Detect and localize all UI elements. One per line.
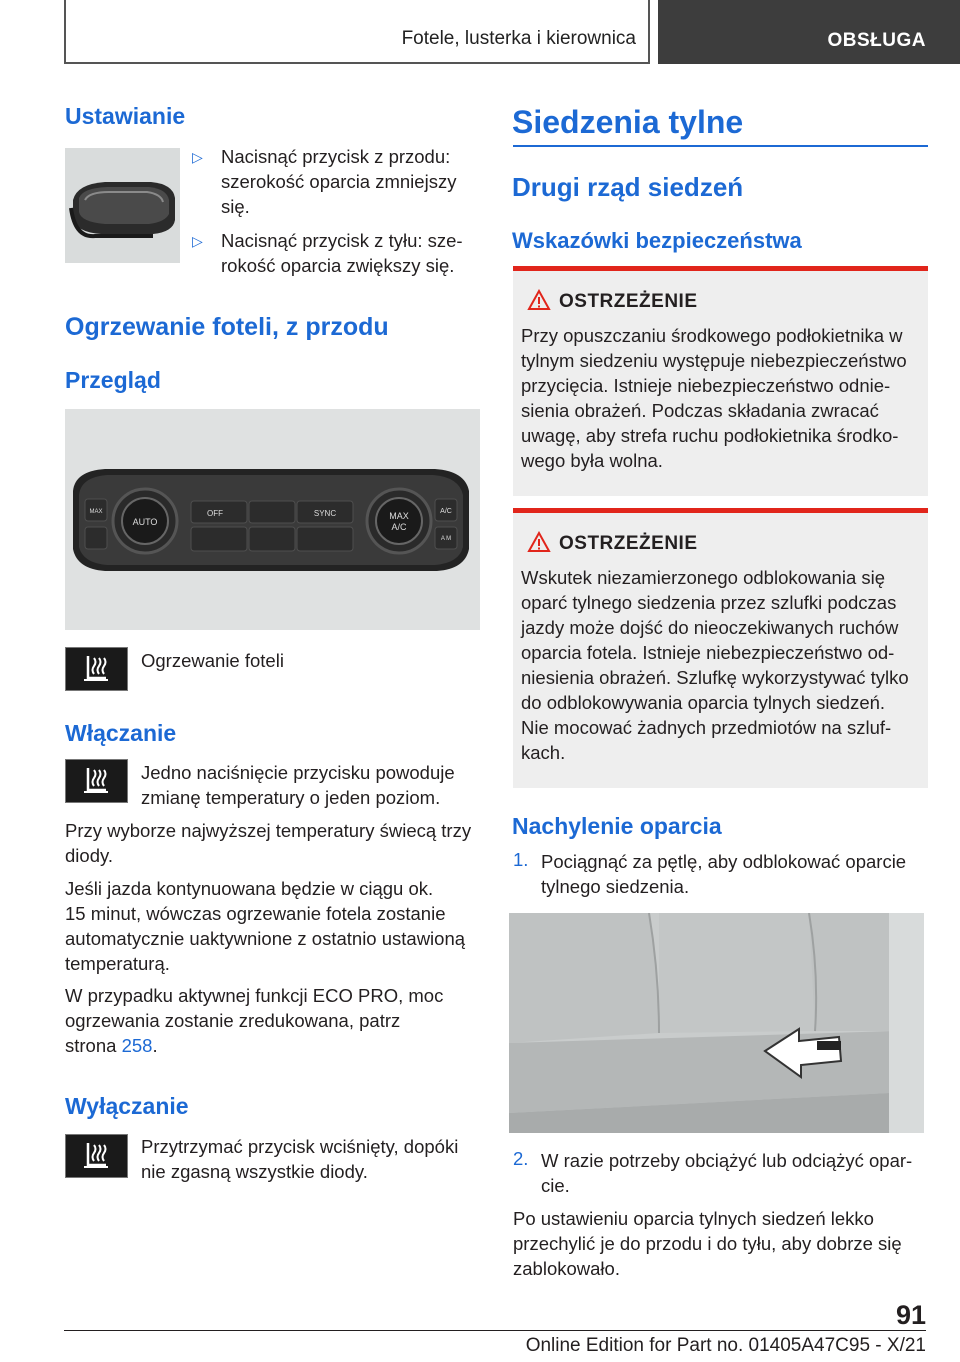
bullet-triangle-icon: ▷ bbox=[192, 149, 203, 165]
panel-max-small-label: MAX bbox=[89, 509, 103, 515]
warning-title: OSTRZEŻENIE bbox=[559, 533, 698, 554]
off-heading: Wyłączanie bbox=[65, 1093, 189, 1119]
step-number: 1. bbox=[513, 849, 529, 870]
step-number: 2. bbox=[513, 1148, 529, 1169]
page-link[interactable]: 258 bbox=[121, 1035, 153, 1056]
warning-body bbox=[521, 323, 922, 473]
tilt-heading: Nachylenie oparcia bbox=[512, 813, 722, 839]
page-number: 91 bbox=[895, 1300, 926, 1330]
header-section-title: Fotele, lusterka i kierownica bbox=[401, 28, 636, 49]
text-line: Jedno naciśnięcie przycisku powoduje bbox=[141, 762, 455, 783]
panel-auto-label: AUTO bbox=[132, 517, 158, 527]
text-line: sienia obrażeń. Podczas składania zwracać bbox=[521, 400, 879, 421]
text-line: zmianę temperatury o jeden poziom. bbox=[141, 787, 441, 808]
rear-seat-illustration bbox=[509, 913, 924, 1133]
panel-max-label: MAX bbox=[389, 511, 409, 521]
bullet-text-front bbox=[221, 144, 456, 219]
text-line: diody. bbox=[65, 845, 113, 866]
text-line: automatycznie uaktywnione z ostatnio ustawioną bbox=[65, 928, 466, 949]
seat-button-illustration bbox=[65, 148, 180, 263]
text-line: ogrzewania zostanie zredukowana, patrz bbox=[65, 1010, 401, 1031]
bullet-line: szerokość oparcia zmniejszy bbox=[221, 171, 457, 192]
warning-title: OSTRZEŻENIE bbox=[559, 291, 698, 312]
continue-text bbox=[65, 876, 465, 976]
text-line: oparć tylnego siedzenia przez szlufki podczas bbox=[521, 592, 897, 613]
warning-triangle-icon bbox=[527, 289, 551, 311]
text-line: wego była wolna. bbox=[521, 450, 663, 471]
rear-seat-image bbox=[509, 913, 924, 1133]
text-line: Przy opuszczaniu środkowego podłokietnika w bbox=[521, 325, 903, 346]
heating-heading: Ogrzewanie foteli, z przodu bbox=[65, 313, 389, 341]
text-line: przechylić je do przodu i do tyłu, aby dobrze się bbox=[513, 1233, 902, 1254]
eco-page-reference bbox=[65, 1033, 443, 1058]
text-line: Po ustawieniu oparcia tylnych siedzeń lekko bbox=[513, 1208, 874, 1229]
second-row-heading: Drugi rząd siedzeń bbox=[512, 172, 744, 202]
text-line: Jeśli jazda kontynuowana będzie w ciągu ok. bbox=[65, 878, 434, 899]
ref-suffix: . bbox=[152, 1035, 158, 1056]
footer-rule bbox=[64, 1330, 926, 1331]
seat-heating-icon bbox=[65, 1134, 128, 1178]
eco-text bbox=[65, 983, 443, 1058]
step-1-text bbox=[541, 849, 906, 899]
seat-heating-icon bbox=[65, 759, 128, 803]
text-line: nie zgasną wszystkie diody. bbox=[141, 1161, 368, 1182]
bullet-line: Nacisnąć przycisk z tyłu: sze‐ bbox=[221, 230, 463, 251]
text-line: 15 minut, wówczas ogrzewanie fotela zostanie bbox=[65, 903, 446, 924]
text-line: jazdy może dojść do nieoczekiwanych ruchów bbox=[521, 617, 899, 638]
panel-off-label: OFF bbox=[207, 509, 223, 518]
text-line: Wskutek niezamierzonego odblokowania się bbox=[521, 567, 886, 588]
text-line: niesienia obrażeń. Szlufkę wykorzystywać tylko bbox=[521, 667, 909, 688]
overview-heading: Przegląd bbox=[65, 367, 161, 393]
text-line: temperaturą. bbox=[65, 953, 170, 974]
after-adjust-text bbox=[513, 1206, 902, 1281]
bullet-line: rokość oparcia zwiększy się. bbox=[221, 255, 455, 276]
header-chapter-tab bbox=[658, 0, 960, 64]
rear-seats-heading: Siedzenia tylne bbox=[512, 104, 744, 140]
heading-rule bbox=[513, 145, 928, 147]
footer-edition: Online Edition for Part no. 01405A47C95 - X/21 bbox=[525, 1335, 926, 1356]
text-line: Przytrzymać przycisk wciśnięty, dopóki bbox=[141, 1136, 459, 1157]
text-line: kach. bbox=[521, 742, 566, 763]
ustawianie-heading: Ustawianie bbox=[65, 103, 186, 129]
text-line: tylnego siedzenia. bbox=[541, 876, 690, 897]
step-2-text bbox=[541, 1148, 912, 1198]
panel-max-ac-label: A/C bbox=[391, 522, 407, 532]
header-section-tab bbox=[64, 0, 650, 64]
text-line: Pociągnąć za pętlę, aby odblokować oparcie bbox=[541, 851, 907, 872]
ref-prefix: strona bbox=[65, 1035, 122, 1056]
seat-heating-icon bbox=[65, 647, 128, 691]
header-chapter-title: OBSŁUGA bbox=[827, 30, 926, 51]
warning-box-backrest bbox=[513, 508, 928, 788]
text-line: Nie mocować żadnych przedmiotów na szluf‐ bbox=[521, 717, 892, 738]
icon-caption: Ogrzewanie foteli bbox=[141, 650, 284, 671]
warning-body bbox=[521, 565, 922, 765]
text-line: W przypadku aktywnej funkcji ECO PRO, moc bbox=[65, 985, 444, 1006]
text-line: oparcia fotela. Istnieje niebezpieczeństwo od‐ bbox=[521, 642, 895, 663]
text-line: do odblokowywania oparcia tylnych siedzeń. bbox=[521, 692, 886, 713]
off-text bbox=[141, 1134, 458, 1184]
text-line: uwagę, aby strefa ruchu podłokietnika środko‐ bbox=[521, 425, 899, 446]
climate-panel-illustration bbox=[65, 409, 480, 630]
panel-sync-label: SYNC bbox=[313, 509, 337, 518]
max-temp-text bbox=[65, 818, 471, 868]
text-line: przycięcia. Istnieje niebezpieczeństwo odnie‐ bbox=[521, 375, 891, 396]
warning-triangle-icon bbox=[527, 531, 551, 553]
bullet-text-back bbox=[221, 228, 463, 278]
safety-heading: Wskazówki bezpieczeństwa bbox=[512, 228, 802, 253]
on-text bbox=[141, 760, 455, 810]
seat-width-button-image bbox=[65, 148, 180, 263]
warning-box-armrest bbox=[513, 266, 928, 496]
text-line: cie. bbox=[541, 1175, 570, 1196]
bullet-line: Nacisnąć przycisk z przodu: bbox=[221, 146, 451, 167]
panel-am-label: A M bbox=[440, 536, 452, 542]
bullet-line: się. bbox=[221, 196, 250, 217]
climate-panel-image bbox=[65, 409, 480, 630]
bullet-triangle-icon: ▷ bbox=[192, 233, 203, 249]
text-line: zablokowało. bbox=[513, 1258, 620, 1279]
text-line: tylnym siedzeniu występuje niebezpieczeństwo bbox=[521, 350, 907, 371]
text-line: W razie potrzeby obciążyć lub odciążyć opar‐ bbox=[541, 1150, 913, 1171]
panel-ac-label: A/C bbox=[440, 508, 452, 515]
text-line: Przy wyborze najwyższej temperatury świecą trzy bbox=[65, 820, 472, 841]
on-heading: Włączanie bbox=[65, 720, 177, 746]
